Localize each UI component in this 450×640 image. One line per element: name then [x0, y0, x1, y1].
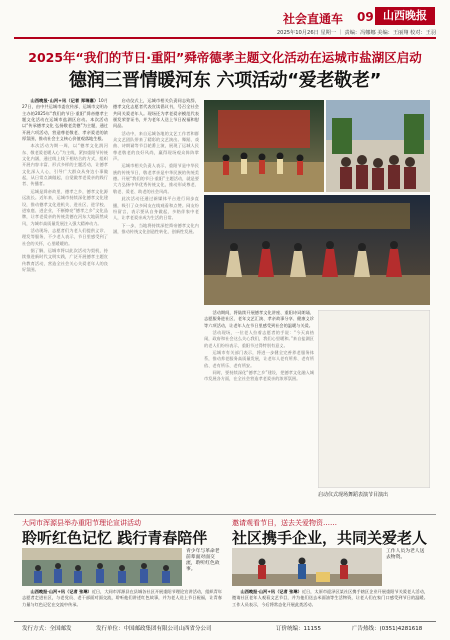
- top-story-title: 德润三晋情暖河东 六项活动“爱老敬老”: [68, 70, 382, 91]
- top-story-col-2: 启动仪式上，运城市相关负责同志致辞，德孝文化志愿者代表宣读倡议书，号召全社会共同关爱老年人。现场还为孝老爱亲模范代表颁发荣誉证书，并为老年人送上节日祝福和慰问品。 活动中，来自运城各地的文艺工作者和群众文艺团队带来了精彩的文艺演出。舞蹈、戏曲、诗朗诵等节目轮番上演，展现了运城人民尊老敬老的良好风尚，赢得现场观众阵阵掌声。 运城市相关负责人表示，重阳节是中华民族的传统节日，敬老孝亲是中华民族的传统美德。开展“我们的节日·重阳”主题活动，就是要大力弘扬中华优秀传统文化，推动形成尊老、敬老、爱老、助老的社会风尚。 此次活动还通过新媒体平台进行同步直播，吸引了众多网友在线观看和点赞。网友纷纷留言，表示要从自身做起，多陪伴家中老人，让孝老爱亲成为生活的日常。 下一步，当地将持续深挖舜帝德孝文化内涵，推动传统文化创造性转化、创新性发展。: [113, 98, 199, 234]
- newspaper-logo: 山西晚报: [375, 7, 435, 25]
- section-name: 社会直通车: [283, 12, 344, 26]
- top-story-body-1: 10月27日，由中共运城市委宣传部、运城市文明办主办的2025年“我们的节日·重阳”舜帝德孝主题文化活动在运城市盐湖区启动。本次活动以“传承德孝文化 弘扬敬老美德”为主题，通过开展六项活动，营造尊老敬老、孝亲爱老的浓厚氛围，推动社会主义核心价值观落地生根。: [22, 98, 108, 142]
- photo-stage-performance: [204, 100, 324, 192]
- footer-ad-phone: 广告热线：(0351)4281618: [352, 626, 423, 632]
- right-story-photo: [232, 548, 382, 586]
- photo-group: [318, 310, 430, 488]
- footer-distribution: 发行方式：全国邮发: [22, 626, 72, 632]
- top-story-lead: 山西晚报·山河+讯（记者 郑瑞嘉）: [30, 98, 99, 103]
- left-story-body-text: 近日，大同市浑源县在县城各社区开展重阳节理论宣讲活动，组织青年志愿者走进社区，与老党员、老干部面对面交流，聆听他们讲述红色故事，并为老人送上节日祝福，让青春力量与红色记忆在交流中传承。: [22, 589, 222, 607]
- stage-performance-image: [204, 100, 324, 192]
- right-story-body-text: 近日，太原市迎泽区某社区携手辖区企业开展重阳节关爱老人活动，邀请社区老年人观看文艺节目，并为他们送去米面油等生活物资，让老人们在家门口感受到节日的温暖。工作人员表示，今后将常态化开展此类活动。: [232, 589, 428, 607]
- footer-publisher: 发行单位：中国邮政集团有限公司山西省分公司: [96, 626, 212, 632]
- top-story-body-2: 启动仪式上，运城市相关负责同志致辞，德孝文化志愿者代表宣读倡议书，号召全社会共同关爱老年人。现场还为孝老爱亲模范代表颁发荣誉证书，并为老年人送上节日祝福和慰问品。: [113, 98, 199, 129]
- group-photo-image: [318, 310, 430, 488]
- classroom-image: [22, 548, 182, 586]
- audience-image: [326, 100, 430, 192]
- footer-rule: [14, 621, 436, 622]
- top-story-body-3: 活动期间，将陆续开展德孝文化讲座、重阳诗词朗诵、志愿服务进社区、老年文艺汇演、孝亲故事分享、健康义诊等六项活动，让老年人在节日里感受到社会的温暖与关爱。: [204, 310, 314, 328]
- left-story-title: 聆听红色记忆 践行青春陪伴: [22, 529, 208, 547]
- header-rule: [14, 37, 436, 39]
- top-story-photo-caption: 启动仪式现场舞蹈表演节目演出: [318, 492, 389, 498]
- left-story-body: [22, 589, 222, 619]
- right-story-kicker: 邀请观看节目，送去关爱物资……: [232, 519, 337, 527]
- right-story-title: 社区携手企业，共同关爱老人: [232, 529, 428, 547]
- page-number: 09: [357, 10, 374, 24]
- right-story-body: [232, 589, 428, 619]
- top-story-col-1: 山西晚报·山河+讯（记者 郑瑞嘉）10月27日，由中共运城市委宣传部、运城市文明办主办的2025年“我们的节日·重阳”舜帝德孝主题文化活动在运城市盐湖区启动。本次活动以“传承德孝文化 弘扬敬老美德”为主题，通过开展六项活动，营造尊老敬老、孝亲爱老的浓厚氛围，推动社会主义核心价值观落地生根。 本次活动为期一周，以“德孝文化润河东、敬老爱老暖人心”为主线，紧扣重阳节传统文化内涵，通过线上线下相结合的方式，组织开展内容丰富、形式多样的主题活动，让德孝文化深入人心，引导广大群众从身边小事做起，从日常点滴做起，自觉做孝老爱亲的践行者、传播者。 运城是舜帝故里、德孝之乡，德孝文化源远流长。近年来，运城市持续深化德孝文化建设，推动德孝文化进机关、进社区、进学校、进家庭、进企业，不断擦亮“德孝之乡”文化品牌，让孝老爱亲的传统美德在河东大地蔚然成风，为城市高质量发展注入强大精神动力。 活动现场，志愿者们为老人们提供义诊、理发等服务，不少老人表示，节日里感受到了社会的关怀，心里暖暖的。 据了解，运城市将以此次活动为契机，持续推进新时代文明实践，广泛开展德孝主题宣传教育活动，营造全社会关心关爱老年人的良好氛围。: [22, 98, 108, 272]
- left-story-kicker: 大同市浑源县举办重阳节理论宣讲活动: [22, 519, 141, 527]
- right-story-lead: 山西晚报·山河+讯（记者 张琳）: [240, 589, 302, 594]
- top-story-col-3: 活动期间，将陆续开展德孝文化讲座、重阳诗词朗诵、志愿服务进社区、老年文艺汇演、孝亲故事分享、健康义诊等六项活动，让老年人在节日里感受到社会的温暖与关爱。 活动现场，一位老人拉着志愿者的手说：“今天真热闹，政府和社会这么关心我们，我们心里暖和。”来自盐湖区的老人们纷纷表示，重阳节过得特别有意义。 运城市有关部门表示，将进一步健全完善养老服务体系，推动养老服务高质量发展，让老年人老有所养、老有所依、老有所乐、老有所安。 同时，要持续深化“德孝之乡”建设，把德孝文化融入城市发展各方面，在全社会营造孝老爱亲的浓厚氛围。: [204, 310, 314, 382]
- photo-dance: [204, 195, 430, 305]
- left-story-lead: 山西晚报·山河+讯（记者 张琳）: [30, 589, 92, 594]
- divider-rule: [14, 514, 436, 515]
- left-story-photo: [22, 548, 182, 586]
- top-story-subtitle: 2025年“我们的节日·重阳”舜帝德孝主题文化活动在运城市盐湖区启动: [28, 50, 422, 65]
- dance-image: [204, 195, 430, 305]
- date-editor-line: 2025年10月26日 星期一 ｜ 责编：冯娜娜 美编：王丽翔 校对：王羽: [276, 30, 436, 36]
- left-story-photo-caption: 青少年与革命老前辈面对面交流，聆听红色故事。: [186, 549, 220, 572]
- footer-mail-code: 订价统编：11155: [276, 626, 321, 632]
- photo-audience: [326, 100, 430, 192]
- supplies-image: [232, 548, 382, 586]
- right-story-photo-caption: 工作人员为老人送去物资。: [386, 549, 425, 560]
